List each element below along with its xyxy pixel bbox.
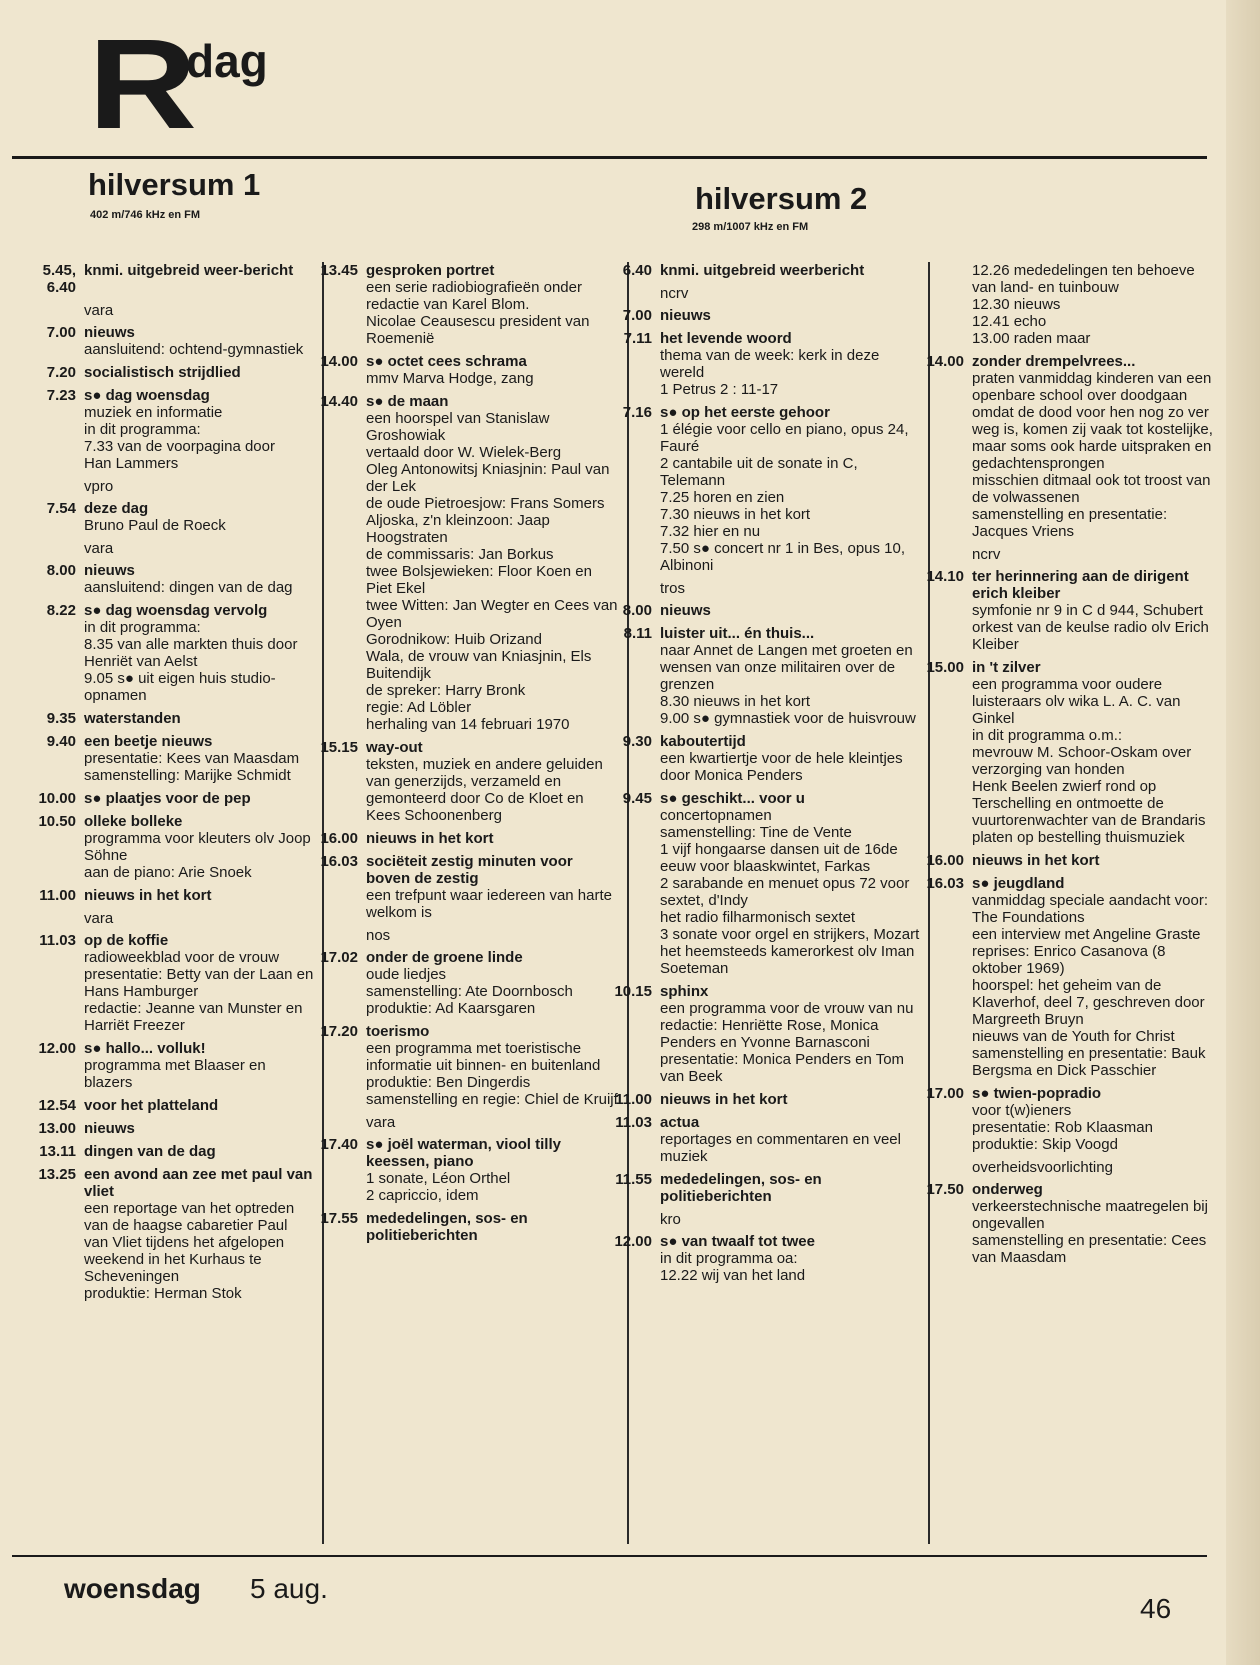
- program-entry: [612, 983, 920, 1085]
- program-content: [660, 1233, 920, 1284]
- program-description: een hoorspel van Stanislaw Groshowiak vertaald door W. Wielek-Berg Oleg Antonowitsj Kniasjnin: Paul van der Lek de oude Pietroesjow: Frans Somers Aljoska, z'n kleinzoon: Jaap Hoogstraten de commissaris: Jan Borkus twee Bolsjewieken: Floor Koen en Piet Ekel twee Witten: Jan Wegter en Cees van Oyen Gorodnikow: Huib Orizand Wala, de vrouw van Kniasjnin, Els Buitendijk de spreker: Harry Bronk regie: Ad Löbler herhaling van 14 februari 1970: [366, 410, 618, 733]
- program-time: 8.11: [623, 625, 652, 642]
- program-title: knmi. uitgebreid weer-bericht: [84, 262, 294, 279]
- program-entry: [612, 1233, 920, 1284]
- program-title: s● van twaalf tot twee: [660, 1233, 815, 1250]
- footer-rule: [12, 1555, 1207, 1557]
- program-entry: [306, 262, 620, 347]
- program-time: 12.00: [614, 1233, 652, 1250]
- program-content: [84, 1120, 314, 1137]
- program-entry: [306, 393, 620, 733]
- program-time: 14.40: [320, 393, 358, 410]
- program-time: 9.45: [622, 790, 652, 807]
- station-title-hilversum-2: hilversum 2: [695, 181, 868, 216]
- program-time: 10.15: [614, 983, 652, 1000]
- program-entry: [14, 813, 314, 881]
- program-description: in dit programma oa: 12.22 wij van het land: [660, 1250, 806, 1284]
- program-description: reportages en commentaren en veel muziek: [660, 1131, 901, 1165]
- program-time: 10.50: [38, 813, 76, 830]
- program-title: in 't zilver: [972, 659, 1041, 676]
- program-entry: [612, 262, 920, 279]
- program-entry: [612, 733, 920, 784]
- page-edge: [1226, 0, 1260, 1665]
- rdag-logo-letter: R: [88, 13, 193, 156]
- program-time: 12.54: [38, 1097, 76, 1114]
- program-title: mededelingen, sos- en politieberichten: [660, 1171, 822, 1205]
- program-title: nieuws in het kort: [972, 852, 1100, 869]
- program-time: 17.20: [320, 1023, 358, 1040]
- program-content: [84, 710, 314, 727]
- program-content: [660, 404, 920, 574]
- program-title: sphinx: [660, 983, 709, 1000]
- program-time: 11.00: [39, 887, 76, 904]
- program-title: socialistisch strijdlied: [84, 364, 241, 381]
- program-description: programma voor kleuters olv Joop Söhne aan de piano: Arie Snoek: [84, 830, 311, 881]
- program-description: in dit programma: 8.35 van alle markten thuis door Henriët van Aelst 9.05 s● uit eigen huis studio-opnamen: [84, 619, 298, 704]
- program-entry: [306, 739, 620, 824]
- program-content: [660, 307, 920, 324]
- program-description: symfonie nr 9 in C d 944, Schubert orkest van de keulse radio olv Erich Kleiber: [972, 602, 1209, 653]
- program-content: [660, 1171, 920, 1205]
- header-rule: [12, 156, 1207, 159]
- program-title: nieuws: [84, 1120, 135, 1137]
- program-entry: [306, 830, 620, 847]
- program-title: way-out: [366, 739, 423, 756]
- program-entry: [612, 625, 920, 727]
- program-entry: [612, 330, 920, 398]
- program-time: 17.40: [320, 1136, 358, 1153]
- program-time: 10.00: [38, 790, 76, 807]
- program-title: waterstanden: [84, 710, 181, 727]
- program-time: 7.16: [622, 404, 652, 421]
- rdag-logo-word: dag: [186, 35, 268, 87]
- program-title: op de koffie: [84, 932, 169, 949]
- program-description: radioweekblad voor de vrouw presentatie: Betty van der Laan en Hans Hamburger redactie: Jeanne van Munster en Harriët Freezer: [84, 949, 314, 1034]
- page-number: 46: [1140, 1593, 1172, 1624]
- program-content: [972, 875, 1218, 1079]
- program-description: 1 élégie voor cello en piano, opus 24, Fauré 2 cantabile uit de sonate in C, Telemann 7.25 horen en zien 7.30 nieuws in het kort 7.32 hier en nu 7.50 s● concert nr 1 in Bes, opus 10, Albinoni: [660, 421, 909, 574]
- program-time: 16.03: [320, 853, 358, 870]
- program-content: [972, 1181, 1218, 1266]
- program-title: nieuws: [660, 307, 711, 324]
- program-content: [366, 393, 620, 733]
- program-entry: [14, 1166, 314, 1302]
- program-time: 12.00: [38, 1040, 76, 1057]
- program-time: 8.22: [46, 602, 76, 619]
- program-title: nieuws in het kort: [366, 830, 494, 847]
- broadcaster-label: kro: [660, 1211, 681, 1228]
- program-time: 13.00: [38, 1120, 76, 1137]
- program-title: gesproken portret: [366, 262, 495, 279]
- program-entry: [306, 1210, 620, 1244]
- program-time: 5.45, 6.40: [42, 262, 76, 296]
- program-entry: [612, 1171, 920, 1205]
- program-entry: [306, 353, 620, 387]
- program-title: het levende woord: [660, 330, 792, 347]
- program-entry: [14, 710, 314, 727]
- program-entry: [306, 1023, 620, 1108]
- program-description: voor t(w)ieners presentatie: Rob Klaasman produktie: Skip Voogd: [972, 1102, 1153, 1153]
- program-entry: [14, 1120, 314, 1137]
- program-content: [660, 330, 920, 398]
- program-description: programma met Blaaser en blazers: [84, 1057, 266, 1091]
- program-entry: [14, 262, 314, 296]
- broadcaster-label: tros: [660, 580, 686, 597]
- program-entry: [14, 602, 314, 704]
- program-time: 9.35: [46, 710, 76, 727]
- broadcaster-label: ncrv: [660, 285, 689, 302]
- program-description: een programma voor de vrouw van nu redactie: Henriëtte Rose, Monica Penders en Yvonne Barnasconi presentatie: Monica Penders en Tom van Beek: [660, 1000, 914, 1085]
- program-time: 8.00: [46, 562, 76, 579]
- program-content: [660, 625, 920, 727]
- program-content: [366, 830, 620, 847]
- broadcaster-label: nos: [366, 927, 391, 944]
- program-description: een programma voor oudere luisteraars olv wika L. A. C. van Ginkel in dit programma o.m.: mevrouw M. Schoor-Oskam over verzorging van honden Henk Beelen zwierf rond op Terschelling en ontmoette de vuurtorenwachter van de Brandaris platen op bestelling thuismuziek: [972, 676, 1206, 846]
- program-title: een avond aan zee met paul van vliet: [84, 1166, 313, 1200]
- program-description: oude liedjes samenstelling: Ate Doornbosch produktie: Ad Kaarsgaren: [366, 966, 573, 1017]
- program-time: 9.40: [46, 733, 76, 750]
- program-time: 7.11: [623, 330, 652, 347]
- program-title: s● jeugdland: [972, 875, 1065, 892]
- program-entry: [14, 790, 314, 807]
- program-title: dingen van de dag: [84, 1143, 216, 1160]
- program-content: [84, 1166, 314, 1302]
- program-content: [84, 364, 314, 381]
- program-title: nieuws in het kort: [660, 1091, 788, 1108]
- program-time: 15.15: [320, 739, 358, 756]
- program-description: aansluitend: ochtend-gymnastiek: [84, 341, 304, 358]
- program-content: [972, 262, 1218, 347]
- footer-day: woensdag: [64, 1573, 201, 1604]
- program-content: [366, 949, 620, 1017]
- program-time: 7.00: [46, 324, 76, 341]
- program-title: nieuws in het kort: [84, 887, 212, 904]
- program-time: 16.00: [320, 830, 358, 847]
- program-title: nieuws: [84, 562, 135, 579]
- program-description: Bruno Paul de Roeck: [84, 517, 226, 534]
- program-description: vanmiddag speciale aandacht voor: The Foundations een interview met Angeline Graste reprises: Enrico Casanova (8 oktober 1969) hoorspel: het geheim van de Klaverhof, deel 7, geschreven door Margreeth Bruyn nieuws van de Youth for Christ samenstelling en presentatie: Bauk Bergsma en Dick Passchier: [972, 892, 1208, 1079]
- program-entry: [14, 1097, 314, 1114]
- program-title: s● joël waterman, viool tilly keessen, piano: [366, 1136, 561, 1170]
- footer-date: 5 aug.: [250, 1573, 328, 1604]
- program-content: [84, 602, 314, 704]
- program-content: [84, 1040, 314, 1091]
- program-content: [84, 790, 314, 807]
- program-title: knmi. uitgebreid weerbericht: [660, 262, 865, 279]
- program-entry: [14, 562, 314, 596]
- program-entry: [14, 387, 314, 472]
- program-description: praten vanmiddag kinderen van een openbare school over doodgaan omdat de dood voor hen nog zo ver weg is, komen zij vaak tot kostelijke, maar soms ook harde uitspraken en gedachtensprongen misschien ditmaal ook tot troost van de volwassenen samenstelling en presentatie: Jacques Vriens: [972, 370, 1213, 540]
- program-entry: [912, 659, 1218, 846]
- program-description: een serie radiobiografieën onder redactie van Karel Blom. Nicolae Ceausescu president van Roemenië: [366, 279, 590, 347]
- program-content: [660, 790, 920, 977]
- program-content: [84, 887, 314, 904]
- program-content: [84, 562, 314, 596]
- broadcaster-label: vara: [84, 302, 114, 319]
- program-time: 7.20: [46, 364, 76, 381]
- program-content: [84, 813, 314, 881]
- program-title: deze dag: [84, 500, 149, 517]
- program-title: luister uit... én thuis...: [660, 625, 815, 642]
- program-entry: [306, 949, 620, 1017]
- program-content: [366, 353, 620, 387]
- program-title: ter herinnering aan de dirigent erich kleiber: [972, 568, 1189, 602]
- program-description: verkeerstechnische maatregelen bij ongevallen samenstelling en presentatie: Cees van Maasdam: [972, 1198, 1208, 1266]
- program-time: [912, 262, 972, 347]
- program-content: [660, 602, 920, 619]
- program-entry: [612, 404, 920, 574]
- program-content: [660, 262, 920, 279]
- program-time: 11.00: [615, 1091, 652, 1108]
- program-content: [366, 1136, 620, 1204]
- program-entry: [912, 875, 1218, 1079]
- program-entry: [612, 790, 920, 977]
- program-content: [660, 1114, 920, 1165]
- program-entry: [912, 568, 1218, 653]
- program-description: een reportage van het optreden van de haagse cabaretier Paul van Vliet tijdens het afgelopen weekend in het Kurhaus te Scheveningen produktie: Herman Stok: [84, 1200, 295, 1302]
- station-frequency-1: 402 m/746 kHz en FM: [90, 209, 201, 221]
- program-time: 13.45: [320, 262, 358, 279]
- program-entry: [306, 853, 620, 921]
- program-description: teksten, muziek en andere geluiden van generzijds, verzameld en gemonteerd door Co de Kloet en Kees Schoonenberg: [366, 756, 603, 824]
- program-content: [660, 983, 920, 1085]
- program-entry: [14, 1143, 314, 1160]
- program-title: toerismo: [366, 1023, 430, 1040]
- program-time: 16.03: [926, 875, 964, 892]
- program-title: zonder drempelvrees...: [972, 353, 1136, 370]
- schedule-column-4: [912, 262, 1218, 1272]
- program-entry: [14, 364, 314, 381]
- program-title: nieuws: [660, 602, 711, 619]
- program-title: sociëteit zestig minuten voor boven de zestig: [366, 853, 573, 887]
- program-entry: [612, 1091, 920, 1108]
- program-description: 12.26 mededelingen ten behoeve van land- en tuinbouw 12.30 nieuws 12.41 echo 13.00 raden maar: [972, 262, 1195, 347]
- program-entry: [14, 324, 314, 358]
- program-entry: [306, 1136, 620, 1204]
- program-description: 1 sonate, Léon Orthel 2 capriccio, idem: [366, 1170, 511, 1204]
- broadcaster-label: vara: [84, 540, 114, 557]
- program-description: presentatie: Kees van Maasdam samenstelling: Marijke Schmidt: [84, 750, 300, 784]
- program-content: [972, 1085, 1218, 1153]
- program-title: actua: [660, 1114, 700, 1131]
- program-content: [84, 324, 314, 358]
- program-time: 17.02: [320, 949, 358, 966]
- program-time: 13.11: [39, 1143, 76, 1160]
- program-entry: [14, 932, 314, 1034]
- station-title-hilversum-1: hilversum 1: [88, 167, 261, 202]
- program-title: kaboutertijd: [660, 733, 746, 750]
- program-title: onderweg: [972, 1181, 1043, 1198]
- program-entry: [612, 307, 920, 324]
- program-content: [366, 853, 620, 921]
- broadcaster-label: vara: [366, 1114, 396, 1131]
- program-time: 15.00: [926, 659, 964, 676]
- program-time: 11.03: [39, 932, 76, 949]
- program-entry: [14, 887, 314, 904]
- program-time: 7.54: [46, 500, 76, 517]
- program-description: een kwartiertje voor de hele kleintjes door Monica Penders: [660, 750, 903, 784]
- program-entry: [912, 1085, 1218, 1153]
- program-entry: [912, 1181, 1218, 1266]
- program-description: een programma met toeristische informatie uit binnen- en buitenland produktie: Ben Dingerdis samenstelling en regie: Chiel de Kruijf: [366, 1040, 618, 1108]
- program-title: onder de groene linde: [366, 949, 523, 966]
- program-content: [972, 568, 1218, 653]
- program-content: [84, 1143, 314, 1160]
- program-description: aansluitend: dingen van de dag: [84, 579, 293, 596]
- program-content: [972, 659, 1218, 846]
- program-time: 7.23: [46, 387, 76, 404]
- program-title: s● octet cees schrama: [366, 353, 527, 370]
- program-entry: [912, 262, 1218, 347]
- program-entry: [14, 733, 314, 784]
- program-title: s● geschikt... voor u: [660, 790, 805, 807]
- program-time: 8.00: [622, 602, 652, 619]
- program-time: 17.50: [926, 1181, 964, 1198]
- broadcaster-label: ncrv: [972, 546, 1001, 563]
- program-content: [366, 1210, 620, 1244]
- program-title: voor het platteland: [84, 1097, 219, 1114]
- program-description: mmv Marva Hodge, zang: [366, 370, 534, 387]
- program-description: concertopnamen samenstelling: Tine de Vente 1 vijf hongaarse dansen uit de 16de eeuw voor blaaskwintet, Farkas 2 sarabande en menuet opus 72 voor sextet, d'Indy het radio filharmonisch sextet 3 sonate voor orgel en strijkers, Mozart het heemsteeds kamerorkest olv Iman Soeteman: [660, 807, 920, 977]
- schedule-column-3: [612, 262, 920, 1290]
- program-time: 16.00: [926, 852, 964, 869]
- program-content: [84, 1097, 314, 1114]
- broadcaster-label: vara: [84, 910, 114, 927]
- program-title: olleke bolleke: [84, 813, 183, 830]
- program-entry: [14, 1040, 314, 1091]
- program-time: 14.10: [926, 568, 964, 585]
- program-description: muziek en informatie in dit programma: 7.33 van de voorpagina door Han Lammers: [84, 404, 275, 472]
- program-entry: [912, 353, 1218, 540]
- schedule-column-1: [14, 262, 314, 1308]
- program-title: s● hallo... volluk!: [84, 1040, 206, 1057]
- program-time: 9.30: [622, 733, 652, 750]
- program-content: [972, 852, 1218, 869]
- program-time: 11.03: [615, 1114, 652, 1131]
- program-time: 6.40: [622, 262, 652, 279]
- broadcaster-label: vpro: [84, 478, 114, 495]
- program-time: 13.25: [38, 1166, 76, 1183]
- program-title: s● op het eerste gehoor: [660, 404, 830, 421]
- program-title: s● dag woensdag: [84, 387, 210, 404]
- program-content: [84, 387, 314, 472]
- program-time: 7.00: [622, 307, 652, 324]
- program-title: s● twien-popradio: [972, 1085, 1102, 1102]
- program-description: een trefpunt waar iedereen van harte welkom is: [366, 887, 612, 921]
- program-content: [972, 353, 1218, 540]
- program-title: mededelingen, sos- en politieberichten: [366, 1210, 528, 1244]
- program-content: [84, 500, 314, 534]
- broadcaster-label: overheidsvoorlichting: [972, 1159, 1113, 1176]
- station-frequency-2: 298 m/1007 kHz en FM: [692, 221, 809, 233]
- program-title: een beetje nieuws: [84, 733, 213, 750]
- program-content: [366, 262, 620, 347]
- program-entry: [612, 602, 920, 619]
- program-content: [84, 932, 314, 1034]
- program-content: [84, 733, 314, 784]
- program-title: s● de maan: [366, 393, 449, 410]
- program-entry: [612, 1114, 920, 1165]
- program-title: s● dag woensdag vervolg: [84, 602, 268, 619]
- program-title: s● plaatjes voor de pep: [84, 790, 251, 807]
- program-description: naar Annet de Langen met groeten en wensen van onze militairen over de grenzen 8.30 nieuws in het kort 9.00 s● gymnastiek voor de huisvrouw: [660, 642, 916, 727]
- program-content: [366, 1023, 620, 1108]
- program-time: 14.00: [926, 353, 964, 370]
- program-time: 17.00: [926, 1085, 964, 1102]
- program-description: thema van de week: kerk in deze wereld 1 Petrus 2 : 11-17: [660, 347, 880, 398]
- program-time: 17.55: [320, 1210, 358, 1227]
- program-time: 14.00: [320, 353, 358, 370]
- program-time: 11.55: [615, 1171, 652, 1188]
- program-entry: [14, 500, 314, 534]
- program-content: [660, 733, 920, 784]
- program-title: nieuws: [84, 324, 135, 341]
- program-entry: [912, 852, 1218, 869]
- program-content: [366, 739, 620, 824]
- schedule-column-2: [306, 262, 620, 1250]
- program-content: [660, 1091, 920, 1108]
- program-content: [84, 262, 314, 296]
